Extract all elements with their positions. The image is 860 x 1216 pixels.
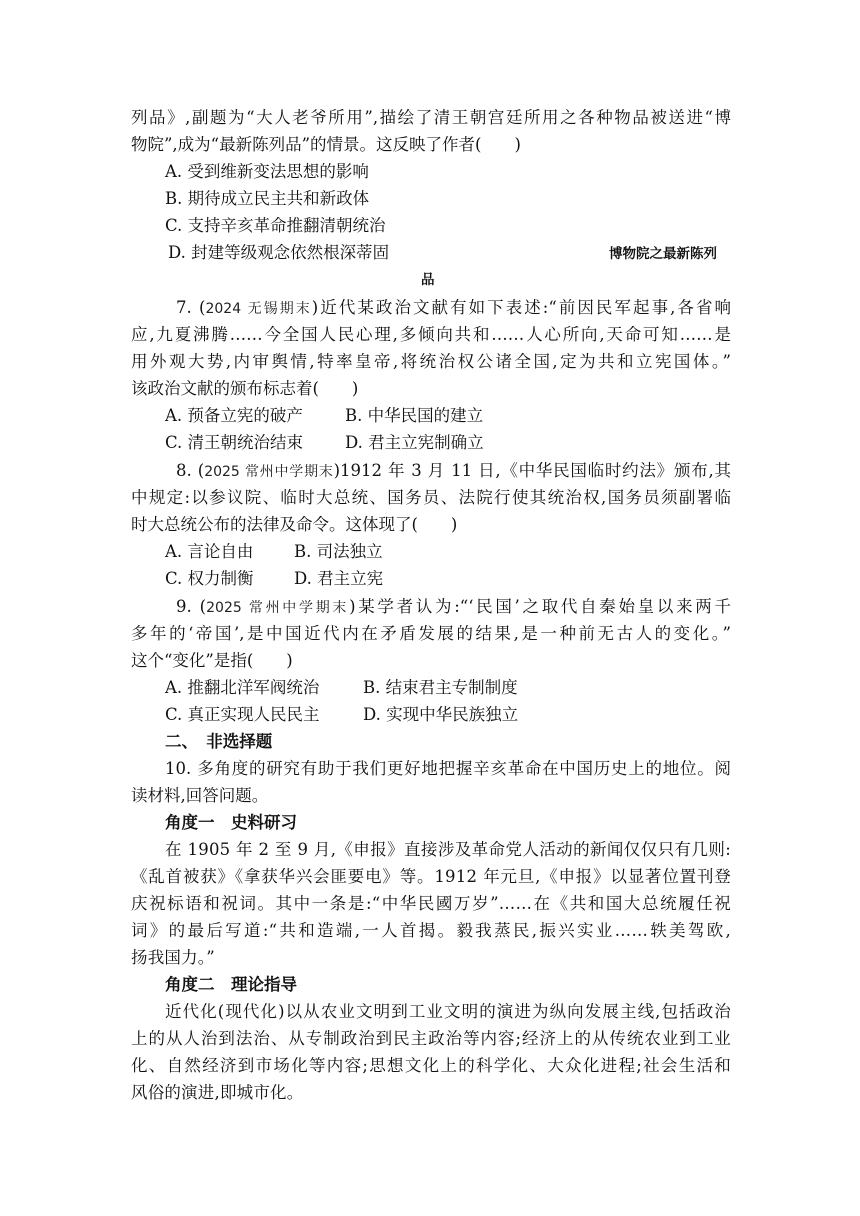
q8-stem-text: )1912 年 3 月 11 日,《中华民国临时约法》颁布,其 xyxy=(333,461,731,480)
section-heading-non-choice: 二、 非选择题 xyxy=(165,732,273,751)
q8-stem-line-3: 时大总统公布的法律及命令。这体现了( ) xyxy=(131,515,458,534)
q9-option-a: A. 推翻北洋军阀统治 xyxy=(165,678,320,697)
q7-stem-line-1 xyxy=(176,297,731,319)
q9-stem-text: )某学者认为:“‘民国’之取代自秦始皇以来两千 xyxy=(349,597,731,616)
q6-option-a: A. 受到维新变法思想的影响 xyxy=(165,162,369,181)
figure-caption-line-2: 品 xyxy=(421,272,435,288)
angle-two-heading: 角度二 理论指导 xyxy=(165,975,297,994)
q8-source: 2025 常州中学期末 xyxy=(204,464,334,480)
angle-one-material-line-1: 在 1905 年 2 至 9 月,《申报》直接涉及革命党人活动的新闻仅仅只有几则: xyxy=(165,840,731,859)
angle-two-material-line-2: 上的从人治到法治、从专制政治到民主政治等内容;经济上的从传统农业到工业 xyxy=(131,1029,731,1048)
q6-option-b: B. 期待成立民主共和新政体 xyxy=(165,189,370,208)
angle-one-heading: 角度一 史料研习 xyxy=(165,813,297,832)
q7-option-c: C. 清王朝统治结束 xyxy=(165,433,304,452)
q6-stem-line-1: 列品》,副题为“大人老爷所用”,描绘了清王朝宫廷所用之各种物品被送进“博 xyxy=(131,108,731,127)
q8-number: 8. ( xyxy=(176,461,205,480)
q9-number: 9. ( xyxy=(176,597,207,616)
q9-option-c: C. 真正实现人民民主 xyxy=(165,705,320,724)
q7-number: 7. ( xyxy=(176,298,206,317)
angle-one-material-line-4: 词》的最后写道:“共和造端,一人首揭。毅我蒸民,振兴实业……轶美驾欧, xyxy=(131,921,731,940)
q8-option-b: B. 司法独立 xyxy=(294,542,383,561)
angle-one-material-line-5: 扬我国力。” xyxy=(131,948,215,967)
q10-stem-line-1: 10. 多角度的研究有助于我们更好地把握辛亥革命在中国历史上的地位。阅 xyxy=(165,759,731,778)
angle-two-material-line-1: 近代化(现代化)以从农业文明到工业文明的演进为纵向发展主线,包括政治 xyxy=(165,1002,731,1021)
angle-one-material-line-3: 庆祝标语和祝词。其中一条是:“中华民國万岁”……在《共和国大总统履任祝 xyxy=(131,894,731,913)
angle-two-material-line-3: 化、自然经济到市场化等内容;思想文化上的科学化、大众化进程;社会生活和 xyxy=(131,1056,731,1075)
q9-stem-line-3: 这个“变化”是指( ) xyxy=(131,651,293,670)
angle-two-material-line-4: 风俗的演进,即城市化。 xyxy=(131,1083,304,1102)
q7-stem-line-4: 该政治文献的颁布标志着( ) xyxy=(131,379,359,398)
q6-stem-line-2: 物院”,成为“最新陈列品”的情景。这反映了作者( ) xyxy=(131,135,521,154)
q7-stem-text: )近代某政治文献有如下表述:“前因民军起事,各省响 xyxy=(311,298,731,317)
angle-one-material-line-2: 《乱首被获》《拿获华兴会匪要电》等。1912 年元旦,《申报》以显著位置刊登 xyxy=(131,867,731,886)
q8-option-a: A. 言论自由 xyxy=(165,542,254,561)
q6-option-d: D. 封建等级观念依然根深蒂固 xyxy=(168,243,390,262)
q7-source: 2024 无锡期末 xyxy=(205,301,312,317)
q9-source: 2025 常州中学期末 xyxy=(206,600,350,616)
q7-option-a: A. 预备立宪的破产 xyxy=(165,406,303,425)
q8-option-d: D. 君主立宪 xyxy=(294,569,384,588)
q8-stem-line-1 xyxy=(176,460,731,482)
q9-stem-line-2: 多年的‘帝国’,是中国近代内在矛盾发展的结果,是一种前无古人的变化。” xyxy=(131,624,731,643)
q7-stem-line-2: 应,九夏沸腾……今全国人民心理,多倾向共和……人心所向,天命可知……是 xyxy=(131,325,731,344)
q9-option-b: B. 结束君主专制制度 xyxy=(363,678,518,697)
q8-option-c: C. 权力制衡 xyxy=(165,569,254,588)
q7-option-b: B. 中华民国的建立 xyxy=(345,406,484,425)
q7-option-d: D. 君主立宪制确立 xyxy=(345,433,484,452)
q6-option-c: C. 支持辛亥革命推翻清朝统治 xyxy=(165,216,386,235)
q10-stem-line-2: 读材料,回答问题。 xyxy=(131,786,269,805)
figure-caption-line-1: 博物院之最新陈列 xyxy=(609,246,717,262)
q7-stem-line-3: 用外观大势,内审舆情,特率皇帝,将统治权公诸全国,定为共和立宪国体。” xyxy=(131,352,731,371)
q9-stem-line-1 xyxy=(176,596,731,618)
q8-stem-line-2: 中规定:以参议院、临时大总统、国务员、法院行使其统治权,国务员须副署临 xyxy=(131,488,731,507)
q9-option-d: D. 实现中华民族独立 xyxy=(363,705,519,724)
